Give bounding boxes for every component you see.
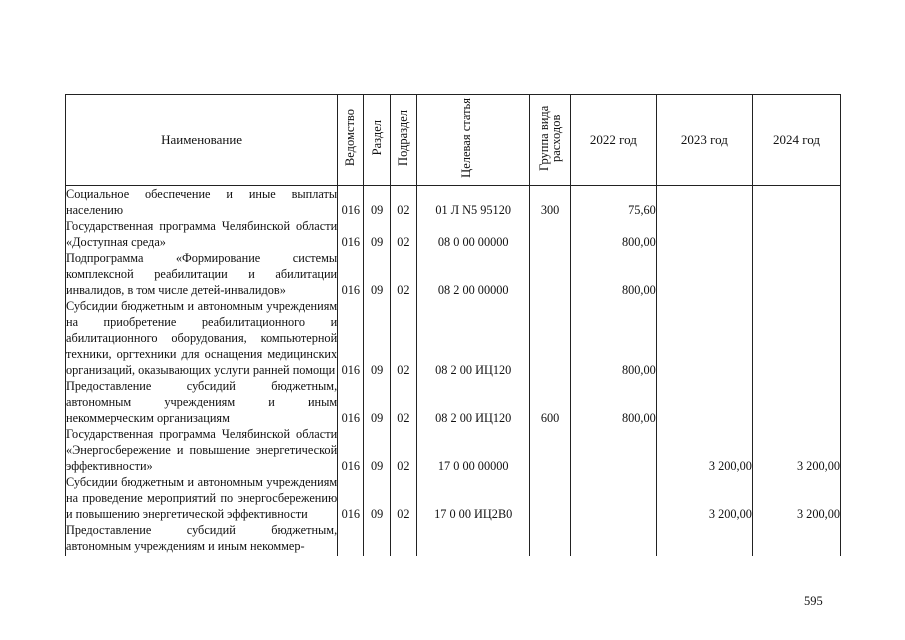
- table-row: [66, 378, 841, 426]
- row-2022: 800,00: [570, 298, 656, 378]
- row-subsection: 02: [390, 186, 416, 219]
- row-subsection: 02: [390, 474, 416, 522]
- row-dept: [338, 522, 364, 556]
- row-group: [530, 474, 570, 522]
- row-dept: 016: [338, 298, 364, 378]
- table-row: [66, 298, 841, 378]
- row-target: 17 0 00 00000: [417, 426, 530, 474]
- row-dept: 016: [338, 474, 364, 522]
- table-header-row: [66, 95, 841, 186]
- row-name: Субсидии бюджетным и автономным учреждениям на проведение мероприятий по энергосбережению и повышению энергетической эффективности: [66, 475, 338, 521]
- row-group: [530, 250, 570, 298]
- row-subsection: 02: [390, 426, 416, 474]
- row-subsection: [390, 522, 416, 556]
- table-row: [66, 186, 841, 219]
- table-row: [66, 218, 841, 250]
- row-name: Государственная программа Челябинской области «Энергосбережение и повышение энергетической эффективности»: [66, 427, 338, 473]
- row-subsection: 02: [390, 378, 416, 426]
- row-dept: 016: [338, 378, 364, 426]
- row-2024: [752, 218, 840, 250]
- row-subsection: 02: [390, 218, 416, 250]
- row-name: Социальное обеспечение и иные выплаты населению: [66, 187, 338, 217]
- row-target: 01 Л N5 95120: [417, 186, 530, 219]
- row-target: [417, 522, 530, 556]
- row-2024: [752, 186, 840, 219]
- header-section: Раздел: [364, 95, 390, 186]
- header-2024: 2024 год: [752, 95, 840, 186]
- header-target: Целевая статья: [417, 95, 530, 186]
- row-subsection: 02: [390, 298, 416, 378]
- row-section: 09: [364, 298, 390, 378]
- row-name: Подпрограмма «Формирование системы комплексной реабилитации и абилитации инвалидов, в том числе детей-инвалидов»: [66, 251, 338, 297]
- row-section: 09: [364, 426, 390, 474]
- row-2022: 75,60: [570, 186, 656, 219]
- row-2024: [752, 522, 840, 556]
- row-target: 17 0 00 ИЦ2В0: [417, 474, 530, 522]
- row-name: Предоставление субсидий бюджетным, автономным учреждениям и иным некоммерческим организациям: [66, 379, 338, 425]
- row-2024: [752, 250, 840, 298]
- header-subsection: Подраздел: [390, 95, 416, 186]
- row-2022: 800,00: [570, 378, 656, 426]
- row-subsection: 02: [390, 250, 416, 298]
- table-row: [66, 250, 841, 298]
- header-name: Наименование: [66, 95, 338, 186]
- table-row: [66, 426, 841, 474]
- row-2023: [656, 250, 752, 298]
- row-dept: 016: [338, 186, 364, 219]
- budget-table: [65, 94, 841, 556]
- header-group: Группа вида расходов: [530, 95, 570, 186]
- row-2023: [656, 298, 752, 378]
- row-dept: 016: [338, 426, 364, 474]
- row-2023: [656, 218, 752, 250]
- header-dept: Ведомство: [338, 95, 364, 186]
- row-group: 300: [530, 186, 570, 219]
- row-dept: 016: [338, 218, 364, 250]
- row-section: 09: [364, 218, 390, 250]
- row-2022: [570, 474, 656, 522]
- row-name: Предоставление субсидий бюджетным, автономным учреждениям и иным некоммер-: [66, 522, 338, 556]
- row-2024: [752, 378, 840, 426]
- row-2023: 3 200,00: [656, 426, 752, 474]
- row-target: 08 2 00 ИЦ120: [417, 378, 530, 426]
- row-2022: 800,00: [570, 250, 656, 298]
- table-row: [66, 474, 841, 522]
- row-2024: 3 200,00: [752, 426, 840, 474]
- page-number: 595: [804, 594, 823, 608]
- header-2023: 2023 год: [656, 95, 752, 186]
- row-2023: [656, 522, 752, 556]
- row-name: Государственная программа Челябинской области «Доступная среда»: [66, 219, 338, 249]
- row-2023: 3 200,00: [656, 474, 752, 522]
- row-dept: 016: [338, 250, 364, 298]
- row-group: [530, 522, 570, 556]
- row-section: [364, 522, 390, 556]
- row-2024: [752, 298, 840, 378]
- row-2022: [570, 522, 656, 556]
- row-2024: 3 200,00: [752, 474, 840, 522]
- row-section: 09: [364, 250, 390, 298]
- header-2022: 2022 год: [570, 95, 656, 186]
- row-section: 09: [364, 474, 390, 522]
- row-section: 09: [364, 378, 390, 426]
- row-target: 08 2 00 ИЦ120: [417, 298, 530, 378]
- row-2023: [656, 378, 752, 426]
- row-name: Субсидии бюджетным и автономным учреждениям на приобретение реабилитационного и абилитационного оборудования, компьютерной техники, оргтехники для оснащения медицинских организаций, оказывающих услуги ранней помощи: [66, 299, 338, 377]
- table-row: [66, 522, 841, 556]
- row-target: 08 0 00 00000: [417, 218, 530, 250]
- row-group: [530, 426, 570, 474]
- row-2022: [570, 426, 656, 474]
- row-2022: 800,00: [570, 218, 656, 250]
- row-target: 08 2 00 00000: [417, 250, 530, 298]
- row-2023: [656, 186, 752, 219]
- row-group: [530, 298, 570, 378]
- row-group: 600: [530, 378, 570, 426]
- row-section: 09: [364, 186, 390, 219]
- row-group: [530, 218, 570, 250]
